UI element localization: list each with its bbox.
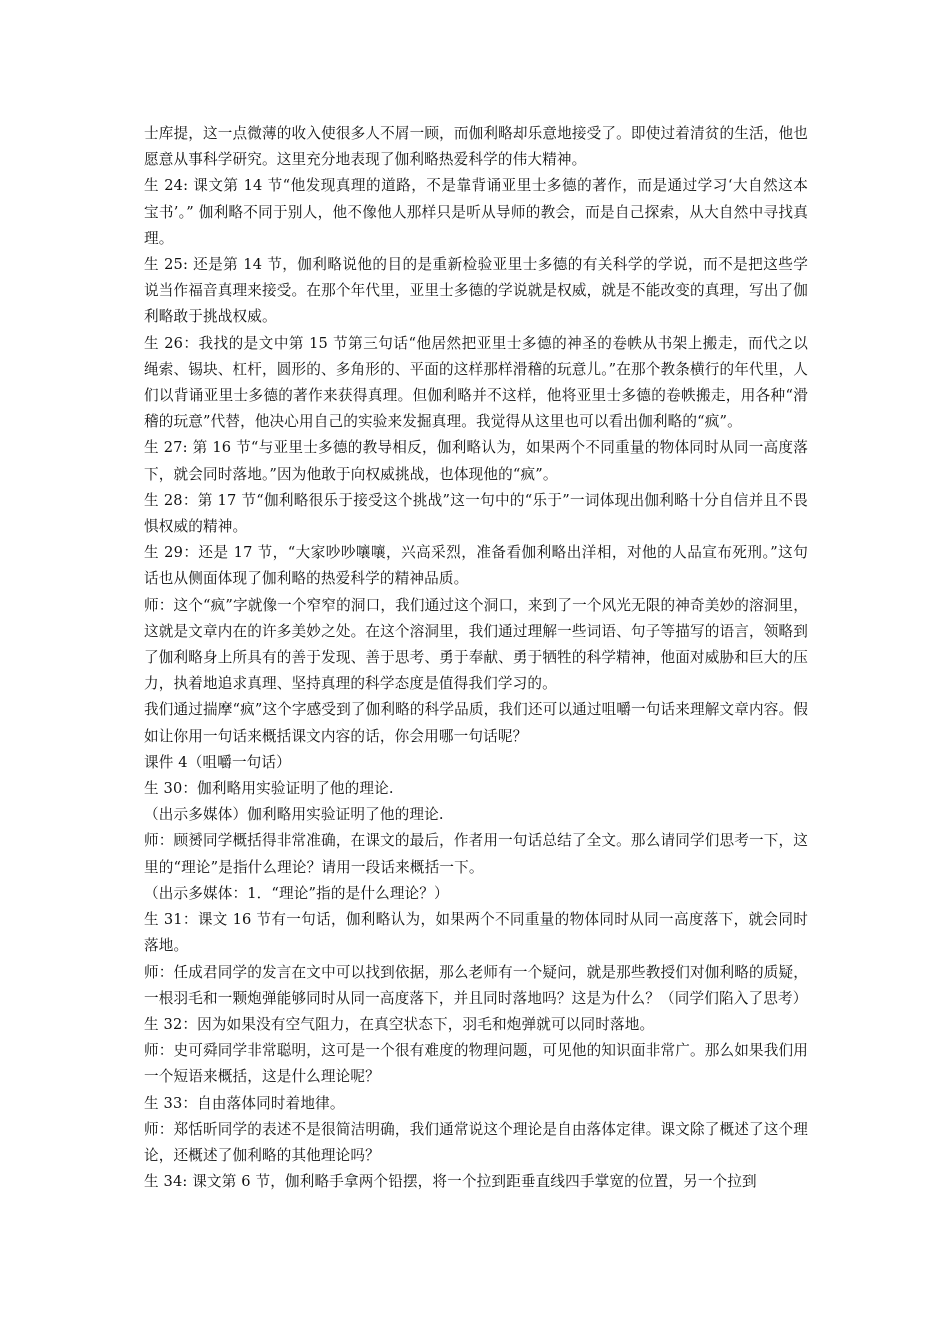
paragraph-17: 生 32：因为如果没有空气阻力，在真空状态下，羽毛和炮弹就可以同时落地。 [144,1015,655,1033]
paragraph-13: 师：顾赟同学概括得非常准确，在课文的最后，作者用一句话总结了全文。那么请同学们思考一下，这里的“理论”是指什么理论？请用一段话来概括一下。 [144,832,808,876]
paragraph-11: 生 30：伽利略用实验证明了他的理论. [144,780,394,798]
paragraph-15: 生 31：课文 16 节有一句话，伽利略认为，如果两个不同重量的物体同时从同一高度落下，就会同时落地。 [144,911,808,955]
paragraph-16: 师：任成君同学的发言在文中可以找到依据，那么老师有一个疑问，就是那些教授们对伽利略的质疑，一根羽毛和一颗炮弹能够同时从同一高度落下，并且同时落地吗？这是为什么？（同学们陷入了思考） [144,963,808,1007]
paragraph-14: （出示多媒体：1．“理论”指的是什么理论？） [144,884,449,902]
paragraph-10: 课件 4（咀嚼一句话） [144,753,291,771]
paragraph-1: 士库提，这一点微薄的收入使很多人不屑一顾，而伽利略却乐意地接受了。即使过着清贫的生活，他也愿意从事科学研究。这里充分地表现了伽利略热爱科学的伟大精神。 [144,125,808,169]
paragraph-20: 师：郑恬昕同学的表述不是很简洁明确，我们通常说这个理论是自由落体定律。课文除了概述了这个理论，还概述了伽利略的其他理论吗？ [144,1120,808,1164]
paragraph-12: （出示多媒体）伽利略用实验证明了他的理论. [144,806,444,824]
paragraph-21: 生 34: 课文第 6 节，伽利略手拿两个铅摆，将一个拉到距垂直线四手掌宽的位置，另一个拉到 [144,1173,757,1191]
paragraph-18: 师：史可舜同学非常聪明，这可是一个很有难度的物理问题，可见他的知识面非常广。那么如果我们用一个短语来概括，这是什么理论呢？ [144,1042,808,1086]
paragraph-19: 生 33：自由落体同时着地律。 [144,1094,345,1112]
paragraph-3: 生 25: 还是第 14 节，伽利略说他的目的是重新检验亚里士多德的有关科学的学说，而不是把这些学说当作福音真理来接受。在那个年代里，亚里士多德的学说就是权威，就是不能改变的真理，写出了伽利略敢于挑战权威。 [144,256,808,326]
paragraph-2: 生 24: 课文第 14 节“他发现真理的道路，不是靠背诵亚里士多德的著作，而是通过学习‘大自然这本宝书’。” 伽利略不同于别人，他不像他人那样只是听从导师的教会，而是自己探索，从大自然中寻找真理。 [144,177,808,247]
paragraph-6: 生 28：第 17 节“伽利略很乐于接受这个挑战”这一句中的“乐于”一词体现出伽利略十分自信并且不畏惧权威的精神。 [144,491,808,536]
paragraph-5: 生 27: 第 16 节“与亚里士多德的教导相反，伽利略认为，如果两个不同重量的物体同时从同一高度落下，就会同时落地。”因为他敢于向权威挑战，也体现他的“疯”。 [144,439,808,483]
document-page [144,121,808,1195]
paragraph-8: 师：这个“疯”字就像一个窄窄的洞口，我们通过这个洞口，来到了一个风光无限的神奇美妙的溶洞里，这就是文章内在的许多美妙之处。在这个溶洞里，我们通过理解一些词语、句子等描写的语言，领略到了伽利略身上所具有的善于发现、善于思考、勇于奉献、勇于牺牲的科学精神，他面对威胁和巨大的压力，执着地追求真理、坚持真理的科学态度是值得我们学习的。 [144,596,808,693]
paragraph-7: 生 29：还是 17 节，“大家吵吵嚷嚷，兴高采烈，准备看伽利略出洋相，对他的人品宣布死刑。”这句话也从侧面体现了伽利略的热爱科学的精神品质。 [144,544,808,588]
paragraph-9: 我们通过揣摩“疯”这个字感受到了伽利略的科学品质，我们还可以通过咀嚼一句话来理解文章内容。假如让你用一句话来概括课文内容的话，你会用哪一句话呢？ [144,701,808,745]
paragraph-4: 生 26：我找的是文中第 15 节第三句话“他居然把亚里士多德的神圣的卷帙从书架上搬走，而代之以绳索、锡块、杠杆，圆形的、多角形的、平面的这样那样滑稽的玩意儿。”在那个教条横行的年代里，人们以背诵亚里士多德的著作来获得真理。但伽利略并不这样，他将亚里士多德的卷帙搬走，用各种“滑稽的玩意”代替，他决心用自己的实验来发掘真理。我觉得从这里也可以看出伽利略的“疯”。 [144,334,808,431]
